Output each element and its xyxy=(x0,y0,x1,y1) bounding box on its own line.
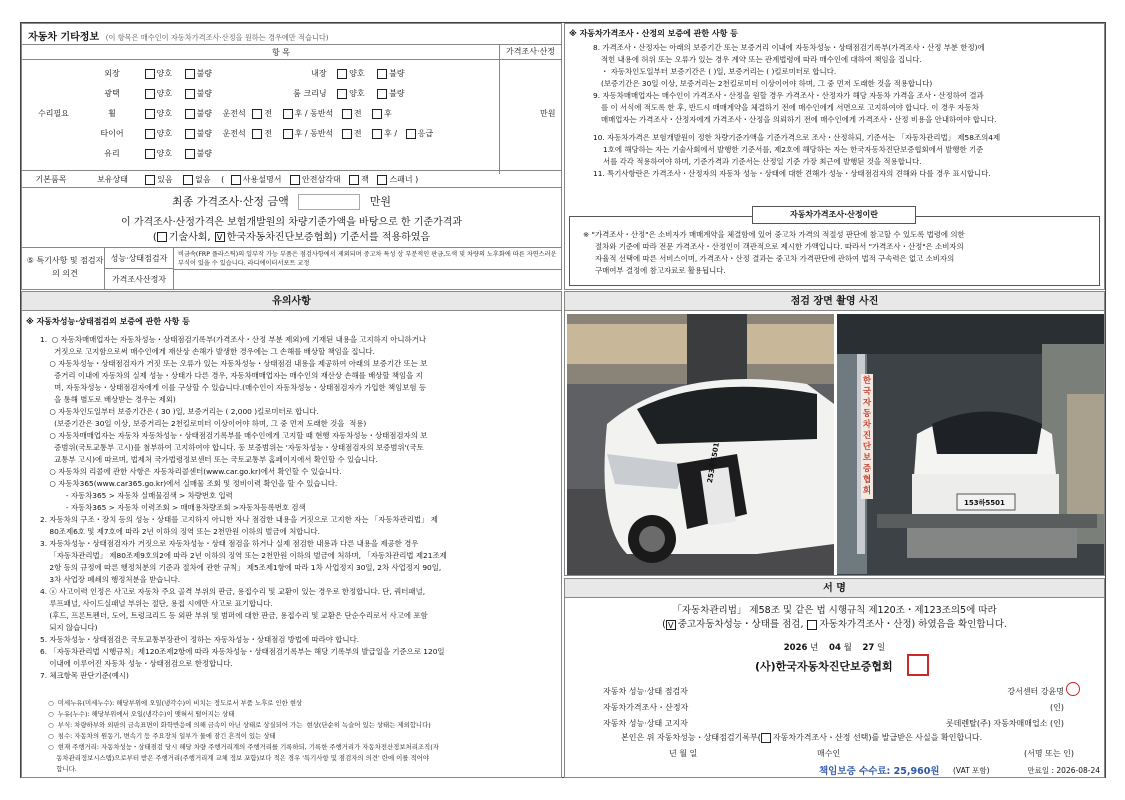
checkbox[interactable] xyxy=(185,149,195,159)
buyer-date: 년 월 일 xyxy=(669,749,698,758)
checkbox[interactable] xyxy=(283,129,293,139)
item-column-header: 항 목 xyxy=(272,48,290,57)
note-line: 증거리 이내에 자동차의 실제 성능・상태가 다른 경우, 자동차매매업자는 매수인의 재산상 손해를 배상할 책임을 지 xyxy=(40,371,423,380)
note-line: 5. 자동차성능・상태점검은 국토교통부장관이 정하는 자동차성능・상태점검 방법에 따라야 합니다. xyxy=(40,635,360,644)
checkbox[interactable] xyxy=(290,175,300,185)
note-line: 6. 「자동차관리법 시행규칙」제120조제2항에 따라 자동차성능・상태점검기록부는 해당 기록부의 발급일을 기준으로 120일 xyxy=(40,647,445,656)
repair-rows xyxy=(82,64,433,164)
price-definition-text: ※ "가격조사・산정"은 소비자가 매매계약을 체결함에 있어 중고차 가격의 적절성 판단에 참고할 수 있도록 법령에 의한 절차와 기준에 따라 전문 가격조사・산정인이 객관적으로 제시한 가액입니다. 따라서 "가격조사・산정"은 소비자의 자율적 선택에 따른 서비스이며, 가격조사・산정 결과는 중고차 가격판단에 관하여 법적 구속력은 없고 소비자의 구매여부 결정에 참고자료로 활용됩니다. xyxy=(583,230,965,275)
checkbox[interactable] xyxy=(372,109,382,119)
final-price-input[interactable] xyxy=(298,194,360,210)
note-line: 거짓으로 고지함으로써 매수인에게 재산상 손해가 발생한 경우에는 그 손해를 배상할 책임을 집니다. xyxy=(40,347,376,356)
checkbox[interactable] xyxy=(342,129,352,139)
license-plate-rear: 153하5501 xyxy=(964,499,1005,507)
checkbox[interactable] xyxy=(252,129,262,139)
notes-criteria-list xyxy=(40,698,439,775)
checkbox[interactable] xyxy=(252,109,262,119)
checkbox[interactable] xyxy=(377,89,387,99)
association-seal xyxy=(907,654,929,676)
criteria-line: ○ 부식: 차량하부와 외판의 금속표면이 화학반응에 의해 금속이 아닌 상태로 상실되어 가는 현상(단순히 녹슬어 있는 상태는 제외합니다) xyxy=(40,721,431,729)
price-definition-title: 자동차가격조사·산정이란 xyxy=(752,206,916,224)
checkbox[interactable] xyxy=(145,129,155,139)
price-guarantee-notes: 8. 가격조사・산정자는 아래의 보증기간 또는 보증거리 이내에 자동차성능・상태점검기록부(가격조사・산정 부분 한정)에 적힌 내용에 허위 또는 오류가 있는 경우 계약 또는 관계법령에 따라 매수인에 대하여 책임을 집니다. ・ 자동차인도일부터 보증기간은 ( )일, 보증거리는 ( )킬로미터로 합니다. (보증기간은 30일 이상, 보증거리는 2천킬로미터 이상이어야 하며, 그 중 먼저 도래한 것을 적용합니다) 9. 자동차매매업자는 매수인이 가격조사・산정을 원할 경우 가격조사・산정자가 해당 자동차 가격을 조사・산정하여 결과 를 이 서식에 적도록 한 후, 반드시 매매계약을 체결하기 전에 매수인에게 서면으로 고지하여야 합니다. 이 경우 자동차 매매업자는 가격조사・산정자에게 가격조사・산정을 의뢰하기 전에 매수인에게 가격조사・산정 비용을 안내하여야 합니다. 10. 자동차가격은 보험개발원이 정한 차량기준가액을 기준가격으로 조사・산정하되, 기준서는 「자동차관리법」 제58조의4제 1호에 해당하는 자는 기술사회에서 발행한 기준서를, 제2호에 해당하는 자는 한국자동차진단보증협회에서 발행한 기준 서를 각각 적용하여야 하며, 기준가격과 기준서는 산정일 기준 가장 최근에 발행된 것을 적용합니다. 11. 특기사항란은 가격조사・산정자의 자동차 성능・상태에 대한 견해가 성능・상태점검자의 견해와 다를 경우 표시합니다. xyxy=(593,43,1001,178)
checkbox[interactable] xyxy=(145,109,155,119)
inspection-photo-front xyxy=(567,314,834,575)
notes-list xyxy=(40,334,447,682)
note-line: (후드, 프론트펜더, 도어, 트렁크리드 등 외판 부위 및 범퍼에 대한 판금, 용접수리 및 교환은 단순수리로서 사고에 포함 xyxy=(40,611,428,620)
checkbox[interactable] xyxy=(185,69,195,79)
guarantee-fee-vat: (VAT 포함) xyxy=(953,766,990,775)
row-glass: 유리 양호 불량 xyxy=(104,149,213,158)
note-line: ○ 자동차365(www.car365.go.kr)에서 실매물 조회 및 정비이력 확인을 할 수 있습니다. xyxy=(40,479,338,488)
price-guarantee-section xyxy=(564,23,1105,290)
note-line: ○ 자동차매매업자는 자동차 자동차성능・상태점검기록부를 매수인에게 고지할 때 현행 자동차성능・상태점검자의 보 xyxy=(40,431,428,440)
checkbox[interactable] xyxy=(342,109,352,119)
note-line: 7. 체크항목 판단기준(예시) xyxy=(40,671,129,680)
final-price-unit: 만원 xyxy=(369,195,392,208)
buyer-sign-field[interactable]: (서명 또는 인) xyxy=(1024,749,1074,758)
repair-needed-label: 수리필요 xyxy=(38,109,69,118)
note-line: - 자동차365 > 자동차 실매물검색 > 차량번호 입력 xyxy=(40,491,233,500)
note-line: 3. 자동차성능・상태점검자가 거짓으로 자동차성능・상태 점검을 하거나 실제 점검한 내용과 다른 내용을 제공한 경우 xyxy=(40,539,419,548)
price-guarantee-heading: ※ 자동차가격조사・산정의 보증에 관한 사항 등 xyxy=(569,29,738,38)
checkbox[interactable] xyxy=(183,175,193,185)
special-notes-area xyxy=(22,247,561,290)
other-info-title xyxy=(28,28,329,43)
basic-items-label: 기본품목 xyxy=(35,175,67,184)
checkbox[interactable] xyxy=(337,69,347,79)
inspection-record-page xyxy=(20,22,1106,778)
standard-note: 이 가격조사·산정가격은 보험개발원의 차량기준가액을 바탕으로 한 기준가격과 ( 기술사회, V 한국자동차진단보증협회) 기준서를 적용하였음 xyxy=(120,217,463,243)
guarantee-fee: 책임보증 수수료: 25,960원 xyxy=(819,766,940,777)
note-line: 「자동차관리법」 제80조제9호의2에 따라 2년 이하의 징역 또는 2천만원 이하의 벌금에 처하며, 「자동차관리법 제21조제 xyxy=(40,551,447,560)
checkbox[interactable] xyxy=(145,89,155,99)
signature-date: 2026 년 04 월 27 일 xyxy=(783,643,886,653)
price-inspector-label: 가격조사산정자 xyxy=(111,275,167,284)
buyer-label: 매수인 xyxy=(817,749,841,758)
note-line: (보증기간은 30일 이상, 보증거리는 2천킬로미터 이상이어야 하며, 그 중 먼저 도래한 것을 적용) xyxy=(40,419,367,428)
other-info-heading: 자동차 기타정보 xyxy=(28,32,100,43)
special-notes-label: ⑤ 특기사항 및 점검자의 의견 xyxy=(26,256,104,278)
row-exterior: 외장 양호 불량 내장 양호 불량 xyxy=(104,69,405,78)
row-gloss: 광택 양호 불량 룸 크리닝 양호 불량 xyxy=(104,89,405,98)
row-wheel: 휠 양호 불량 운전석 전 후 / 동반석 전 후 xyxy=(108,109,392,118)
note-line: 루프패널, 사이드실패널 부위는 절단, 용접 시에만 사고로 표기합니다. xyxy=(40,599,273,608)
checkbox[interactable] xyxy=(185,109,195,119)
checkbox-checked[interactable]: V xyxy=(215,232,225,242)
association-banner: 한국자동차진단보증협회 xyxy=(861,374,873,499)
checkbox[interactable] xyxy=(377,175,387,185)
signature-section xyxy=(564,578,1105,778)
perf-inspector-label: 성능·상태점검자 xyxy=(104,248,174,269)
checkbox[interactable] xyxy=(157,232,167,242)
checkbox[interactable] xyxy=(377,69,387,79)
photos-section xyxy=(564,291,1105,576)
checkbox[interactable] xyxy=(372,129,382,139)
row-tire: 타이어 양호 불량 운전석 전 후 / 동반석 전 후 / 응급 xyxy=(100,129,434,138)
note-line: - 자동차365 > 자동차 이력조회 > 매매용차량조회 >자동차등록번호 검색 xyxy=(40,503,306,512)
checkbox[interactable] xyxy=(231,175,241,185)
checkbox[interactable] xyxy=(807,620,817,630)
note-line: 이내에 이루어진 자동차 성능・상태점검으로 한정합니다. xyxy=(40,659,233,668)
signer-values: 강서센터 강윤명 (인) 롯데렌탈(주) 자동차매매업소 (인) xyxy=(945,687,1064,728)
checkbox[interactable] xyxy=(337,89,347,99)
expiry-date: 만료일 : 2026-08-24 xyxy=(1027,766,1100,775)
note-line: 4. ⓐ 사고이력 인정은 사고로 자동차 주요 골격 부위의 판금, 용접수리 및 교환이 있는 경우로 한정합니다. 단, 쿼터패널, xyxy=(40,587,426,596)
license-plate-front: 253우5501 xyxy=(705,441,721,484)
basic-items-row: 기본품목 보유상태 있음 없음 ( 사용설명서 안전삼각대 잭 스패너 ) xyxy=(22,170,561,188)
note-line: 80조제6호 및 제7호에 따라 2년 이하의 징역 또는 2천만원 이하의 벌금에 처합니다. xyxy=(40,527,320,536)
checkbox[interactable] xyxy=(283,109,293,119)
note-line: 1. ○ 자동차매매업자는 자동차성능・상태점검기록부(가격조사・산정 부분 제외)에 기재된 내용을 고지하지 아니하거나 xyxy=(40,335,426,344)
checkbox[interactable] xyxy=(145,69,155,79)
perf-inspector-opinion: 비금속(FRP 플라스틱)의 일부작 가능 부품은 점검사항에서 제외되며 중고차 특성 상 부분적인 판금,도색 및 차량의 노후화에 따른 자연스러운 부식이 있을 수 있습니다. 라디에이터서포트 교정 xyxy=(178,251,557,267)
final-price-row xyxy=(172,193,391,210)
note-line: 3차 사업장 폐쇄의 행정처분을 받습니다. xyxy=(40,575,181,584)
photos-bar: 점검 장면 촬영 사진 xyxy=(565,292,1104,311)
basic-items-state: 보유상태 xyxy=(97,175,128,184)
checkbox[interactable] xyxy=(145,149,155,159)
price-column-header: 가격조사·산정 xyxy=(499,44,561,60)
criteria-line: ○ 미세누유(미세누수): 해당부위에 오일(냉각수)이 비치는 정도로서 부품 노후로 인한 현상 xyxy=(40,699,303,707)
checkbox[interactable] xyxy=(185,89,195,99)
association-name: (사)한국자동차진단보증협회 xyxy=(755,660,893,673)
other-info-section xyxy=(21,23,562,290)
checkbox[interactable] xyxy=(185,129,195,139)
issue-confirmation: 본인은 위 자동차성능・상태점검기록부( 자동차가격조사・산정 선택)를 발급받은 사실을 확인합니다. xyxy=(621,733,983,742)
note-line: 을 통해 별도로 배상받는 경우는 제외) xyxy=(40,395,176,404)
signer-labels: 자동차 성능·상태 점검자 자동차가격조사・산정자 자동차 성능·상태 고지자 xyxy=(603,687,689,728)
checkbox-checked[interactable]: V xyxy=(666,620,676,630)
notes-heading: ※ 자동차성능·상태점검의 보증에 관한 사항 등 xyxy=(26,317,190,326)
criteria-line: ○ 현재 주행거리: 자동차성능・상태점검 당시 해당 차량 주행거리계의 주행거리를 기록하되, 기록한 주행거리가 자동차전산정보처리조직(자 xyxy=(40,743,439,751)
inspector-seal xyxy=(1066,682,1080,696)
checkbox[interactable] xyxy=(145,175,155,185)
checkbox[interactable] xyxy=(349,175,359,185)
final-price-label: 최종 가격조사·산정 금액 xyxy=(172,195,289,208)
criteria-line: 합니다. xyxy=(40,765,77,773)
note-line: 2항 등의 규정에 따른 행정처분의 기준과 절차에 관한 규칙」 제5조제1항에 따라 1차 사업정지 30일, 2차 사업정지 90일, xyxy=(40,563,442,572)
note-line: 며, 자동차성능・상태점검자에게 이를 구상할 수 있습니다.(매수인이 자동차성능・상태점검자가 가입한 책임보험 등 xyxy=(40,383,427,392)
note-line: ○ 자동차의 리콜에 관한 사항은 자동차리콜센터(www.car.go.kr)에서 확인할 수 있습니다. xyxy=(40,467,342,476)
notes-bar: 유의사항 xyxy=(22,292,561,311)
checkbox[interactable] xyxy=(761,733,771,743)
note-line: ○ 자동차인도일부터 보증기간은 ( 30 )일, 보증거리는 ( 2,000 )킬로미터로 합니다. xyxy=(40,407,319,416)
note-line: 교통부 고시)에 따르며, 법제처 국가법령정보센터 또는 국토교통부 홈페이지에서 확인할 수 있습니다. xyxy=(40,455,378,464)
checkbox[interactable] xyxy=(406,129,416,139)
note-line: ○ 자동차성능・상태점검자가 거짓 또는 오류가 있는 자동차성능・상태점검 내용을 제공하여 아래의 보증기간 또는 보 xyxy=(40,359,428,368)
criteria-line: ○ 누유(누수): 해당부위에서 오일(냉각수)이 맺혀서 떨어지는 상태 xyxy=(40,710,235,718)
criteria-line: 동차관리정보시스템)으로부터 받은 주행거리(주행거리계 교체 정보 포함)보다 적은 경우 '특기사항 및 점검자의 의견' 란에 이를 적어야 xyxy=(40,754,430,762)
inspection-photo-lift xyxy=(837,314,1104,575)
note-line: 되지 않습니다) xyxy=(40,623,98,632)
signature-bar: 서 명 xyxy=(565,579,1104,598)
signature-statement: 「자동차관리법」 제58조 및 같은 법 시행규칙 제120조・제123조의5에 따라 ( V 중고자동차성능・상태를 점검, 자동차가격조사・산정) 하였음을 확인합니다. xyxy=(662,605,1007,630)
criteria-line: ○ 침수: 자동차의 원동기, 변속기 등 주요장치 일부가 물에 잠긴 흔적이 있는 상태 xyxy=(40,732,276,740)
price-unit: 만원 xyxy=(540,109,556,118)
note-line: 2. 자동차의 구조・장치 등의 성능・상태를 고지하지 아니한 자나 점검한 내용을 거짓으로 고지한 자는 「자동차관리법」 제 xyxy=(40,515,438,524)
note-line: 증범위(국토교통부 고시)를 첨부하여 고지하여야 합니다. 동 보증범위는 '자동차성능・상태점검자의 보증범위'(국토 xyxy=(40,443,424,452)
other-info-note: (이 항목은 매수인이 자동차가격조사·산정을 원하는 경우에만 적습니다) xyxy=(105,33,329,42)
notes-section xyxy=(21,291,562,778)
